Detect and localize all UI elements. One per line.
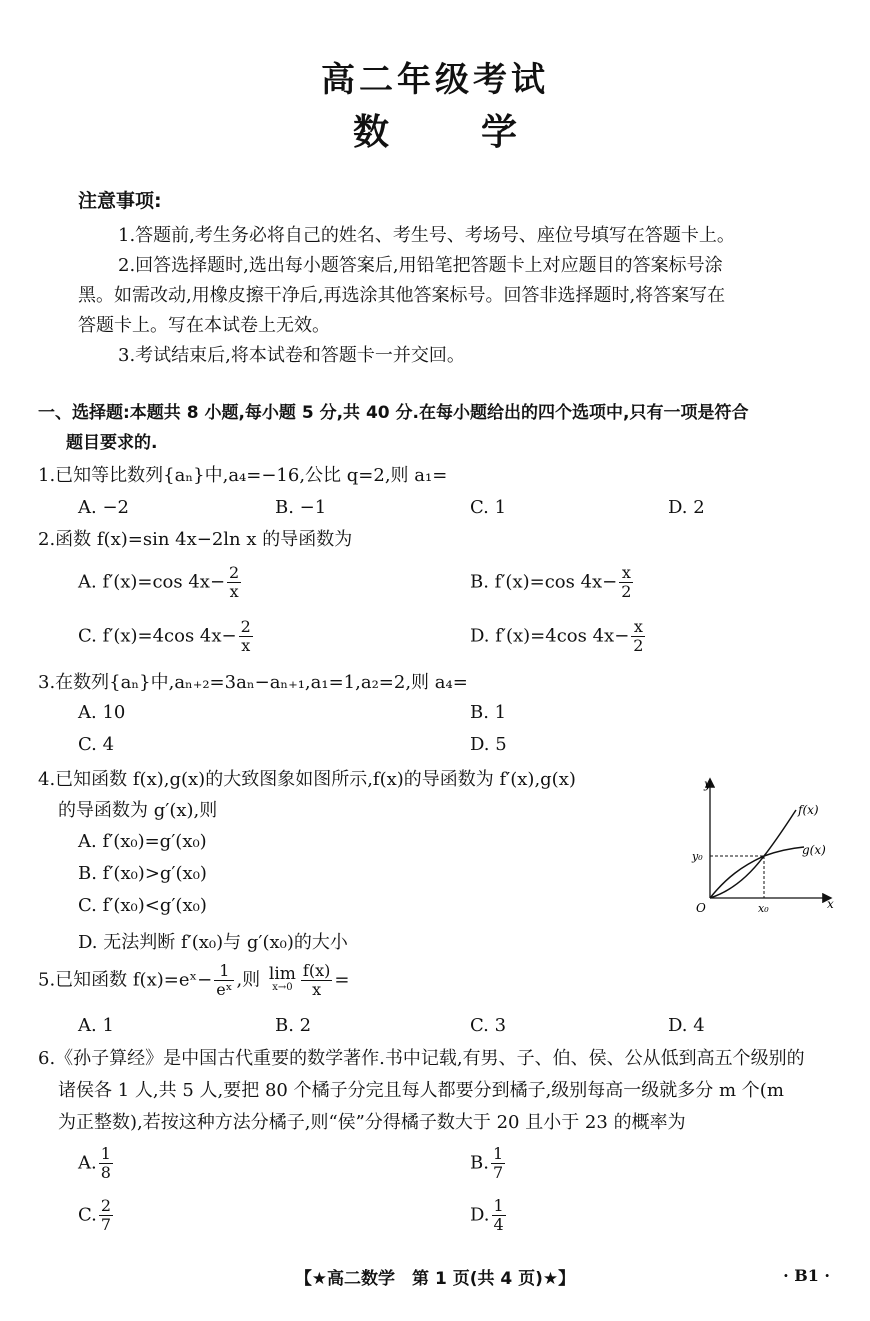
q2-option-b-fraction: $\frac{x}{2}$ bbox=[621, 563, 632, 601]
exam-title: 高二年级考试 bbox=[321, 60, 549, 100]
graph-x-label: x bbox=[827, 897, 834, 911]
notice-item-3: 3.考试结束后,将本试卷和答题卡一并交回。 bbox=[118, 345, 465, 366]
q2-option-d bbox=[470, 618, 647, 655]
q4-stem-line-1: 4.已知函数 f(x),g(x)的大致图象如图所示,f(x)的导函数为 f′(x),g(x) bbox=[38, 769, 576, 790]
q2-option-a bbox=[78, 564, 243, 601]
q5-option-c: C. 3 bbox=[470, 1015, 507, 1036]
q6-option-d-fraction: $\frac{1}{4}$ bbox=[493, 1196, 504, 1234]
q5-stem-suffix: = bbox=[334, 969, 350, 991]
q6-option-d: D. $\frac{1}{4}$ bbox=[470, 1196, 504, 1234]
q4-option-a: A. f′(x₀)=g′(x₀) bbox=[78, 831, 207, 852]
q6-option-a: A. $\frac{1}{8}$ bbox=[78, 1144, 111, 1182]
q6-option-b-fraction: $\frac{1}{7}$ bbox=[492, 1144, 504, 1182]
notice-heading: 注意事项: bbox=[78, 190, 162, 212]
q3-option-d: D. 5 bbox=[470, 734, 507, 755]
q2-option-c bbox=[78, 618, 255, 655]
graph-y-label: y bbox=[704, 777, 711, 791]
q5-option-d: D. 4 bbox=[668, 1015, 705, 1036]
q2-stem: 2.函数 f(x)=sin 4x−2ln x 的导函数为 bbox=[38, 529, 353, 550]
subject-title bbox=[0, 104, 870, 155]
q2-option-a-prefix: A. f′(x)=cos 4x− bbox=[78, 571, 226, 593]
q2-option-b-prefix: B. f′(x)=cos 4x− bbox=[470, 571, 618, 593]
q2-option-b bbox=[470, 564, 635, 601]
subject-char-2: 学 bbox=[481, 112, 518, 153]
q3-option-a: A. 10 bbox=[78, 702, 126, 723]
q4-stem-line-2: 的导函数为 g′(x),则 bbox=[58, 800, 218, 821]
g-curve bbox=[710, 847, 804, 898]
q5-stem-prefix: 5.已知函数 f(x)=eˣ− bbox=[38, 969, 213, 991]
q4-option-d: D. 无法判断 f′(x₀)与 g′(x₀)的大小 bbox=[78, 932, 348, 953]
q1-option-c: C. 1 bbox=[470, 497, 507, 518]
notice-item-2-line-2: 黑。如需改动,用橡皮擦干净后,再选涂其他答案标号。回答非选择题时,将答案写在 bbox=[78, 285, 726, 306]
notice-item-1: 1.答题前,考生务必将自己的姓名、考生号、考场号、座位号填写在答题卡上。 bbox=[118, 225, 735, 246]
q2-option-c-prefix: C. f′(x)=4cos 4x− bbox=[78, 625, 237, 647]
q4-function-graph bbox=[680, 772, 850, 922]
subject-char-1: 数 bbox=[352, 112, 389, 153]
q2-option-d-fraction: $\frac{x}{2}$ bbox=[633, 617, 644, 655]
q6-option-c: C. $\frac{2}{7}$ bbox=[78, 1196, 112, 1234]
q5-fraction-2: $\frac{f(x)}{x}$ bbox=[302, 961, 331, 999]
page-id: · B1 · bbox=[783, 1266, 830, 1285]
graph-x0-label: x₀ bbox=[758, 902, 769, 915]
q1-option-b: B. −1 bbox=[275, 497, 327, 518]
section-heading-line-1: 一、选择题:本题共 8 小题,每小题 5 分,共 40 分.在每小题给出的四个选项中,只有一项是符合 bbox=[38, 403, 749, 423]
q2-option-d-prefix: D. f′(x)=4cos 4x− bbox=[470, 625, 630, 647]
q3-stem: 3.在数列{aₙ}中,aₙ₊₂=3aₙ−aₙ₊₁,a₁=1,a₂=2,则 a₄= bbox=[38, 672, 468, 693]
q3-option-c: C. 4 bbox=[78, 734, 115, 755]
q6-stem-line-3: 为正整数),若按这种方法分橘子,则“侯”分得橘子数大于 20 且小于 23 的概率为 bbox=[58, 1112, 686, 1133]
graph-g-label: g(x) bbox=[802, 843, 826, 857]
graph-y0-label: y₀ bbox=[692, 850, 703, 863]
q5-stem-mid: ,则 bbox=[236, 969, 261, 991]
graph-origin-label: O bbox=[696, 901, 706, 915]
q5-stem bbox=[38, 962, 349, 999]
notice-item-2-line-3: 答题卡上。写在本试卷上无效。 bbox=[78, 315, 330, 336]
section-heading-line-2: 题目要求的. bbox=[66, 433, 158, 453]
q1-option-d: D. 2 bbox=[668, 497, 705, 518]
q3-option-b: B. 1 bbox=[470, 702, 507, 723]
q1-stem: 1.已知等比数列{aₙ}中,a₄=−16,公比 q=2,则 a₁= bbox=[38, 465, 448, 486]
q2-option-a-fraction: $\frac{2}{x}$ bbox=[229, 563, 240, 601]
page-footer: 【★高二数学 第 1 页(共 4 页)★】 bbox=[294, 1269, 576, 1289]
q5-option-b: B. 2 bbox=[275, 1015, 312, 1036]
q4-option-c: C. f′(x₀)<g′(x₀) bbox=[78, 895, 207, 916]
notice-item-2-line-1: 2.回答选择题时,选出每小题答案后,用铅笔把答题卡上对应题目的答案标号涂 bbox=[118, 255, 723, 276]
f-curve bbox=[710, 810, 796, 898]
q5-fraction-1: $\frac{1}{\text{eˣ}}$ bbox=[216, 961, 233, 999]
q1-option-a: A. −2 bbox=[78, 497, 129, 518]
q6-option-a-fraction: $\frac{1}{8}$ bbox=[100, 1144, 111, 1182]
graph-f-label: f(x) bbox=[798, 803, 819, 817]
q2-option-c-fraction: $\frac{2}{x}$ bbox=[240, 617, 251, 655]
q5-limit: lim x→0 bbox=[268, 963, 296, 993]
q5-option-a: A. 1 bbox=[78, 1015, 114, 1036]
q6-stem-line-2: 诸侯各 1 人,共 5 人,要把 80 个橘子分完且每人都要分到橘子,级别每高一级就多分 m 个(m bbox=[58, 1080, 784, 1101]
q6-option-b: B. $\frac{1}{7}$ bbox=[470, 1144, 504, 1182]
q6-option-c-fraction: $\frac{2}{7}$ bbox=[100, 1196, 112, 1234]
q6-stem-line-1: 6.《孙子算经》是中国古代重要的数学著作.书中记载,有男、子、伯、侯、公从低到高五个级别的 bbox=[38, 1048, 805, 1069]
q4-option-b: B. f′(x₀)>g′(x₀) bbox=[78, 863, 207, 884]
